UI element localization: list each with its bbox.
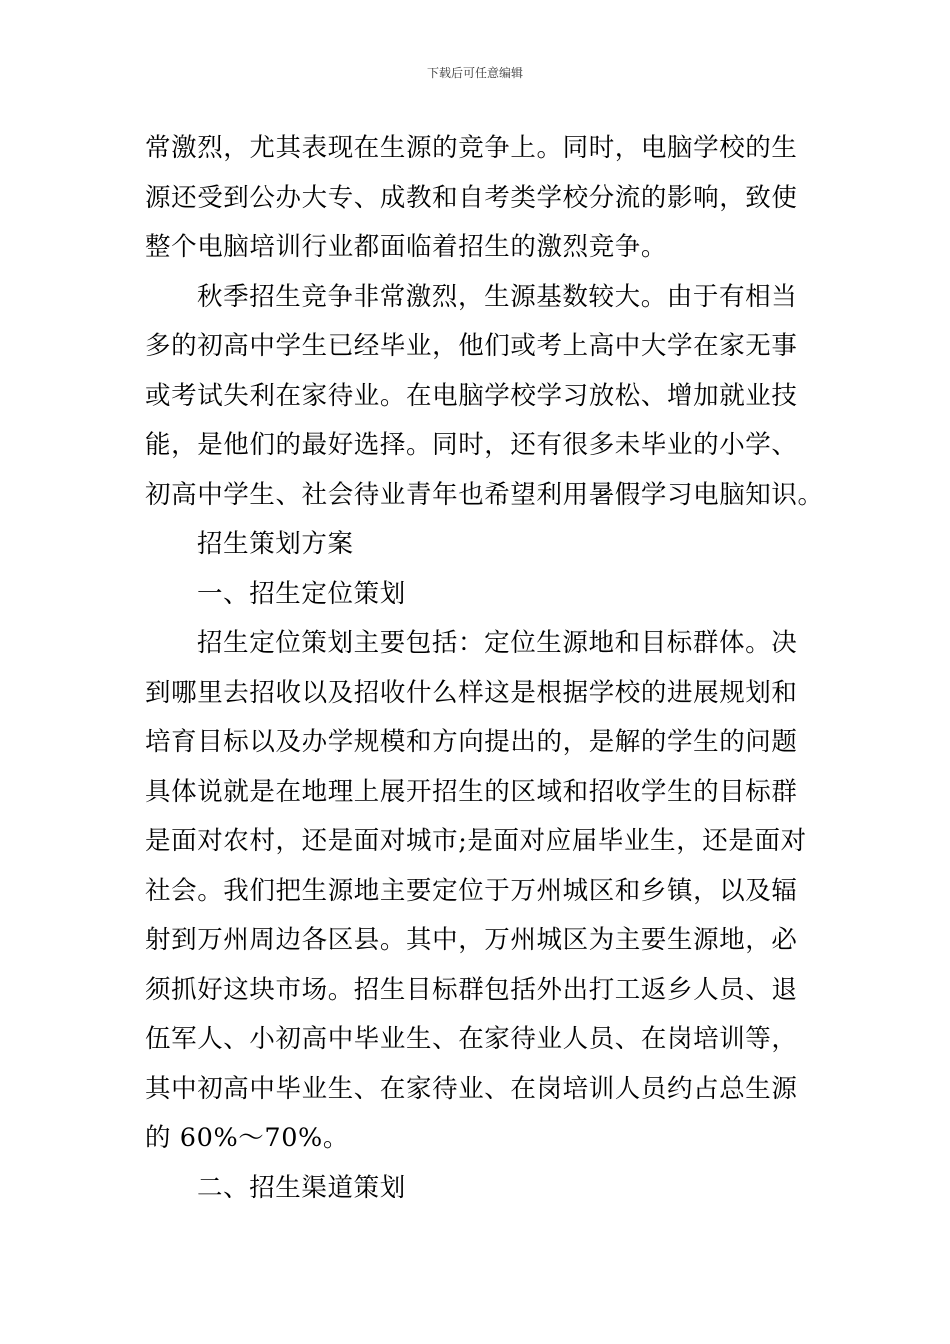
paragraph-line: 多的初高中学生已经毕业，他们或考上高中大学在家无事 (145, 331, 798, 361)
section-heading: 一、招生定位策划 (197, 578, 406, 609)
paragraph-line: 到哪里去招收以及招收什么样这是根据学校的进展规划和 (145, 677, 798, 708)
section-heading: 招生策划方案 (197, 529, 354, 559)
paragraph-line: 源还受到公办大专、成教和自考类学校分流的影响，致使 (145, 182, 798, 213)
paragraph-line: 是面对农村，还是面对城市;是面对应届毕业生，还是面对 (145, 826, 807, 856)
page-header: 下载后可任意编辑 (426, 66, 523, 80)
paragraph-line: 具体说就是在地理上展开招生的区域和招收学生的目标群 (145, 776, 798, 807)
paragraph-line: 或考试失利在家待业。在电脑学校学习放松、增加就业技 (145, 380, 798, 411)
paragraph-line: 射到万州周边各区县。其中，万州城区为主要生源地，必 (145, 925, 798, 955)
paragraph-line: 常激烈，尤其表现在生源的竞争上。同时，电脑学校的生 (145, 133, 798, 163)
paragraph-line: 社会。我们把生源地主要定位于万州城区和乡镇，以及辐 (145, 875, 798, 906)
paragraph-line: 整个电脑培训行业都面临着招生的激烈竞争。 (145, 232, 668, 262)
paragraph-line: 能，是他们的最好选择。同时，还有很多未毕业的小学、 (145, 430, 798, 460)
document-body (145, 124, 824, 1213)
section-heading: 二、招生渠道策划 (197, 1172, 406, 1203)
paragraph-line: 伍军人、小初高中毕业生、在家待业人员、在岗培训等， (145, 1024, 798, 1054)
paragraph-line: 培育目标以及办学规模和方向提出的，是解的学生的问题 (145, 727, 798, 757)
paragraph-line: 须抓好这块市场。招生目标群包括外出打工返乡人员、退 (145, 974, 798, 1005)
paragraph-line: 的 60%～70%。 (145, 1123, 349, 1153)
paragraph-line: 秋季招生竞争非常激烈，生源基数较大。由于有相当 (197, 281, 798, 312)
paragraph-line: 初高中学生、社会待业青年也希望利用暑假学习电脑知识。 (145, 479, 824, 510)
paragraph-line: 其中初高中毕业生、在家待业、在岗培训人员约占总生源 (145, 1073, 798, 1104)
paragraph-line: 招生定位策划主要包括：定位生源地和目标群体。决 (197, 628, 798, 658)
